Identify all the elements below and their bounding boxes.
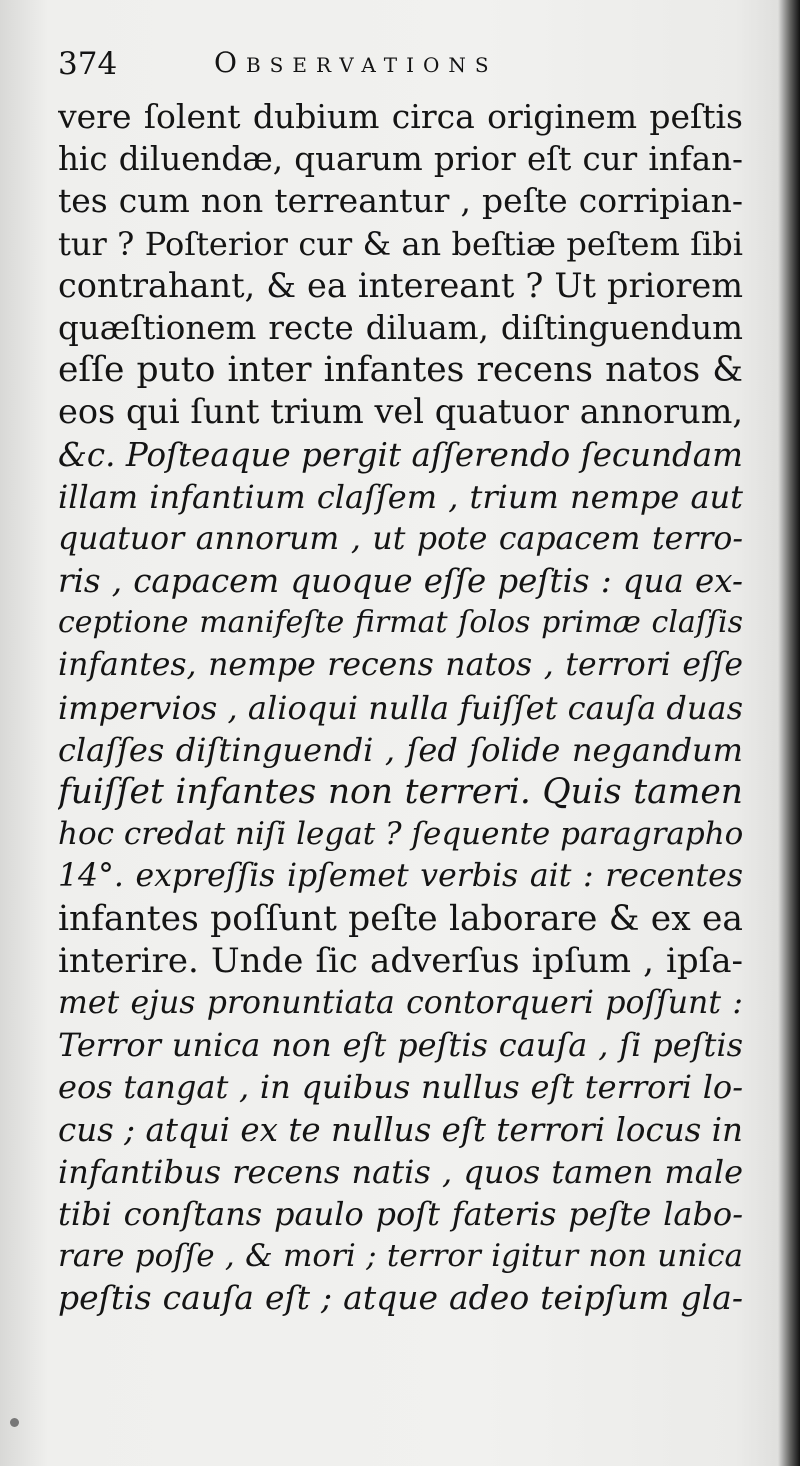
- running-title: Observations: [214, 46, 498, 79]
- text-line: eos qui ſunt trium vel quatuor annorum,: [58, 392, 743, 432]
- text-line: impervios , alioqui nulla fuiſſet cauſa duas: [58, 688, 743, 727]
- text-line: 14°. expreſſis ipſemet verbis ait : recentes: [58, 858, 743, 895]
- text-line: claſſes diſtinguendi , ſed ſolide negandum: [58, 730, 743, 769]
- text-line: eſſe puto inter infantes recens natos &: [58, 350, 743, 391]
- text-line: tes cum non terreantur , peſte corripian-: [58, 181, 743, 221]
- body-text: [58, 96, 743, 1319]
- text-line: ris , capacem quoque eſſe peſtis : qua ex-: [58, 562, 743, 601]
- text-line: ceptione manifeſte firmat ſolos primæ claſſis: [58, 605, 743, 641]
- text-line: illam infantium claſſem , trium nempe aut: [58, 477, 743, 516]
- text-line: cus ; atqui ex te nullus eſt terrori locus in: [58, 1110, 743, 1149]
- text-line: quæſtionem recte diluam, diſtinguendum: [58, 308, 743, 347]
- text-line: &c. Poſteaque pergit aſſerendo ſecundam: [58, 435, 743, 474]
- text-line: contrahant, & ea intereant ? Ut priorem: [58, 265, 743, 305]
- text-line: peſtis cauſa eſt ; atque adeo teipſum gla-: [58, 1278, 743, 1318]
- ink-speck: [10, 1418, 19, 1427]
- text-line: tur ? Poſterior cur & an beſtiæ peſtem ſibi: [58, 224, 743, 263]
- text-line: interire. Unde ſic adverſus ipſum , ipſa-: [58, 940, 743, 981]
- page-number: 374: [58, 46, 118, 82]
- text-line: infantibus recens natis , quos tamen male: [58, 1152, 743, 1191]
- page-edge-shadow: [778, 0, 800, 1466]
- text-line: tibi conſtans paulo poſt fateris peſte labo-: [58, 1194, 743, 1233]
- text-line: met ejus pronuntiata contorqueri poſſunt :: [58, 984, 743, 1021]
- text-line: Terror unica non eſt peſtis cauſa , ſi peſtis: [58, 1026, 743, 1065]
- text-line: infantes poſſunt peſte laborare & ex ea: [58, 898, 743, 939]
- text-line: hoc credat niſi legat ? ſequente paragrapho: [58, 816, 743, 853]
- text-line: fuiſſet infantes non terreri. Quis tamen: [58, 772, 743, 812]
- text-line: rare poſſe , & mori ; terror igitur non unica: [58, 1238, 743, 1275]
- text-line: eos tangat , in quibus nullus eſt terrori lo-: [58, 1068, 743, 1107]
- text-line: hic diluendæ, quarum prior eſt cur infan-: [58, 140, 743, 179]
- text-line: infantes, nempe recens natos , terrori eſſe: [58, 647, 743, 684]
- text-line: quatuor annorum , ut pote capacem terro-: [58, 520, 743, 557]
- page-header: [58, 42, 758, 88]
- text-line: vere ſolent dubium circa originem peſtis: [58, 97, 743, 136]
